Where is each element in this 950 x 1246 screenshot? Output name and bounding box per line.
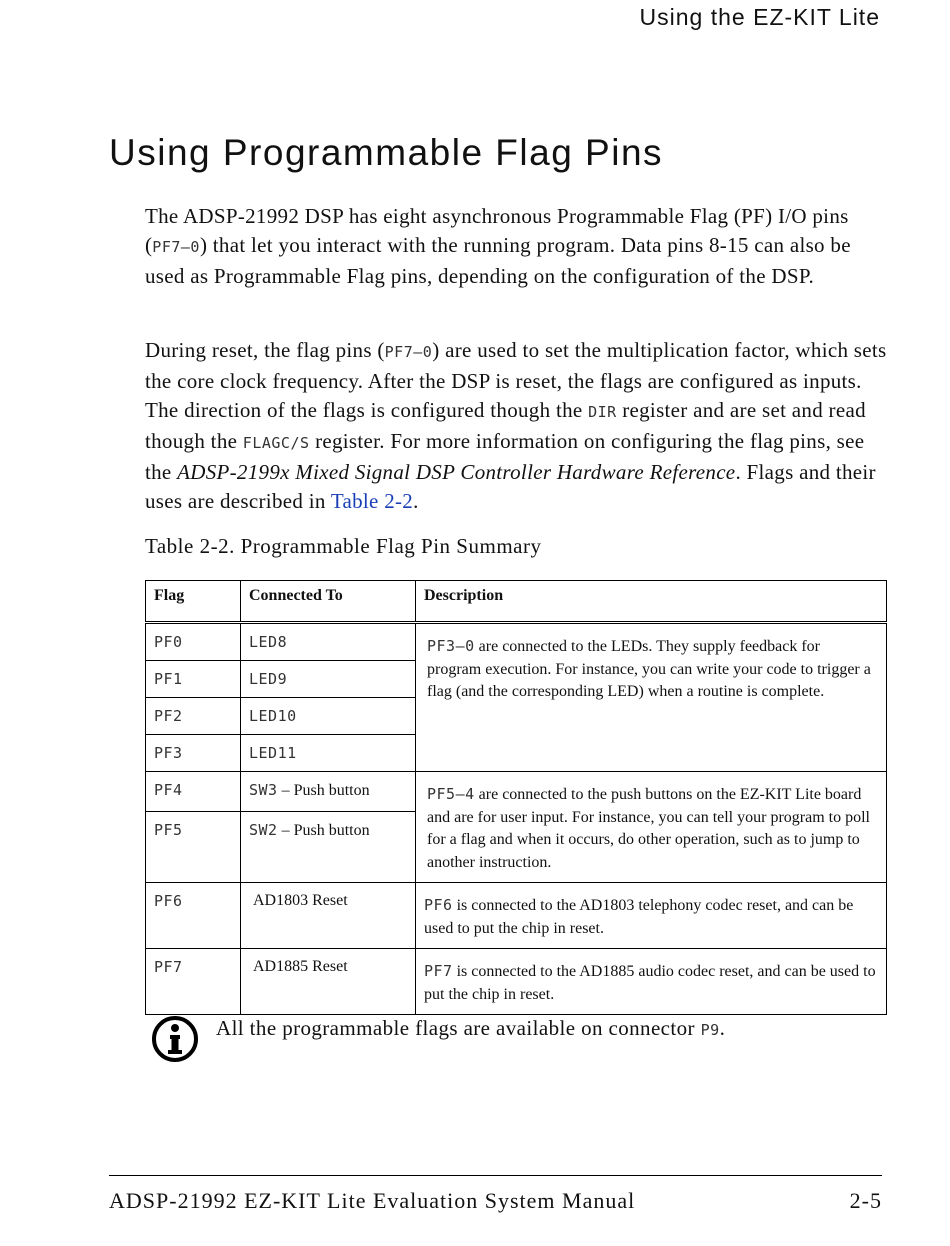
note-text [216,1016,725,1041]
desc-code: PF5–4 [427,785,475,803]
desc-text: are connected to the LEDs. They supply feedback for program execution. For instance, you can write your code to trigger a flag (and the corresponding LED) when a routine is complete. [427,638,871,700]
section-title: Using Programmable Flag Pins [109,132,664,173]
footer-rule [109,1175,882,1176]
flag-cell: PF2 [146,698,241,735]
table-caption: Table 2-2. Programmable Flag Pin Summary [145,534,542,558]
switch-text: – Push button [277,782,370,799]
connected-cell: LED11 [241,735,416,772]
flag-cell: PF5 [146,811,241,882]
para-text: ) are used to set the multiplication factor, which sets the core clock frequency. After the DSP is reset, the flags are configured as inputs. The direction of the flags is configured though the [145,338,887,422]
switch-text: – Push button [277,821,370,839]
connected-cell: LED10 [241,698,416,735]
table-2-2-link[interactable]: Table 2-2 [330,489,414,513]
table-row [146,772,887,812]
note-text-part: All the programmable flags are available on connector [216,1016,701,1040]
desc-text: is connected to the AD1885 audio codec reset, and can be used to put the chip in reset. [424,963,876,1003]
code-flagc-s: FLAGC/S [242,434,310,452]
description-cell [416,949,887,1015]
reset-paragraph [145,336,890,516]
page-number: 2-5 [849,1188,882,1213]
connected-cell [241,772,416,812]
connected-cell: LED9 [241,661,416,698]
table-row [146,949,887,1015]
para-text: . [413,489,419,513]
table-row [146,623,887,661]
switch-code: SW3 [249,781,278,799]
flag-pin-table [145,580,887,1015]
connected-cell: LED8 [241,623,416,661]
flag-cell: PF7 [146,949,241,1015]
note-text-part: . [719,1016,726,1040]
desc-code: PF3–0 [427,637,475,655]
code-dir: DIR [588,403,617,421]
connected-cell: AD1885 Reset [241,949,416,1015]
switch-code: SW2 [249,820,278,839]
para-text: register and are set and read though the [145,398,866,453]
para-text: The ADSP-21992 DSP has eight asynchronous Programmable Flag (PF) I/O pins ( [145,204,849,257]
desc-text: is connected to the AD1803 telephony codec reset, and can be used to put the chip in reset. [424,897,854,937]
intro-paragraph [145,202,890,291]
para-text: register. For more information on configuring the flag pins, see the [145,429,865,484]
desc-code: PF6 [424,896,453,914]
connected-cell [241,811,416,882]
connected-cell: AD1803 Reset [241,883,416,949]
description-cell [416,883,887,949]
desc-code: PF7 [424,962,453,980]
book-reference: ADSP-2199x Mixed Signal DSP Controller Hardware Reference [177,460,736,484]
description-cell [416,772,887,883]
header-connected-to: Connected To [241,581,416,623]
running-header: Using the EZ-KIT Lite [639,4,880,30]
header-flag: Flag [146,581,241,623]
code-pf7-0: PF7–0 [152,238,200,256]
flag-cell: PF4 [146,772,241,812]
description-cell [416,623,887,772]
flag-cell: PF6 [146,883,241,949]
table-row [146,883,887,949]
flag-cell: PF0 [146,623,241,661]
code-pf7-0: PF7–0 [384,343,433,361]
para-text: . Flags and their uses are described in [145,460,876,513]
connector-code: P9 [700,1021,720,1039]
footer-title: ADSP-21992 EZ-KIT Lite Evaluation System Manual [109,1188,636,1213]
para-text: ) that let you interact with the running program. Data pins 8-15 can also be used as Programmable Flag pins, depending on the configuration of the DSP. [145,233,851,288]
para-text: During reset, the flag pins ( [145,338,385,362]
info-icon [150,1014,200,1064]
desc-text: are connected to the push buttons on the EZ-KIT Lite board and are for user input. For instance, you can tell your program to poll for a flag and when it occurs, do other operation, such as to jump to another instruction. [427,786,870,871]
table-header-row [146,581,887,623]
flag-cell: PF1 [146,661,241,698]
header-description: Description [416,581,887,623]
flag-cell: PF3 [146,735,241,772]
